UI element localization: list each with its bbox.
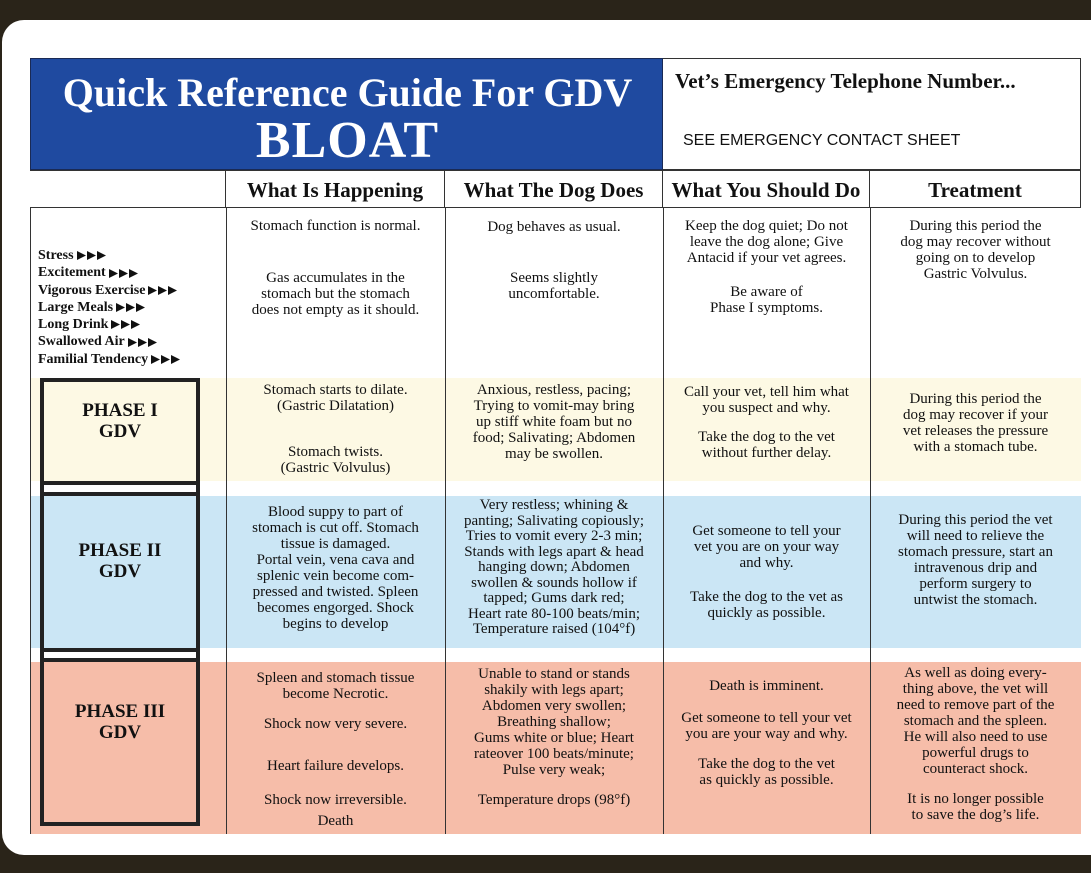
triple-arrow-icon [128, 338, 158, 347]
title-banner [30, 58, 663, 170]
normal-treatment: During this period the dog may recover without going on to develop Gastric Volvulus. [900, 218, 1051, 282]
phase2-label: PHASE II GDV [78, 540, 162, 582]
phase1-you-should-do: Call your vet, tell him what you suspect and why. Take the dog to the vet without further delay. [684, 384, 849, 461]
triple-arrow-icon [77, 251, 107, 260]
phase2-happening: Blood suppy to part of stomach is cut off. Stomach tissue is damaged. Portal vein, vena cava and splenic vein become com- pressed and twisted. Spleen becomes engorged. Shock begins to develop [252, 504, 419, 632]
phase3-you-should-do: Death is imminent. Get someone to tell your vet you are your way and why. Take the dog to the vet as quickly as possible. [681, 678, 852, 788]
header-happening: What Is Happening [226, 170, 445, 208]
guide-title: Quick Reference Guide For GDV [62, 70, 633, 115]
triple-arrow-icon [111, 320, 141, 329]
normal-happening: Stomach function is normal. Gas accumulates in the stomach but the stomach does not empty as it should. [250, 218, 421, 318]
risk-factor: Familial Tendency [38, 351, 181, 368]
phase1-label: PHASE I GDV [82, 400, 158, 442]
phase2-you-should-do: Get someone to tell your vet you are on your way and why. Take the dog to the vet as quickly as possible. [689, 523, 844, 621]
phase3-label: PHASE III GDV [74, 701, 166, 743]
phase1-treatment: During this period the dog may recover if your vet releases the pressure with a stomach tube. [902, 391, 1049, 455]
guide-subtitle: BLOAT [255, 112, 440, 169]
header-blank [30, 170, 226, 208]
vet-phone-value: SEE EMERGENCY CONTACT SHEET [683, 132, 961, 149]
risk-factor: Excitement [38, 264, 181, 281]
phase1-dog-does: Anxious, restless, pacing; Trying to vomit-may bring up stiff white foam but no food; Salivating; Abdomen may be swollen. [472, 382, 636, 462]
normal-you-should-do: Keep the dog quiet; Do not leave the dog alone; Give Antacid if your vet agrees. Be aware of Phase I symptoms. [685, 218, 848, 316]
vet-phone-label: Vet’s Emergency Telephone Number... [675, 69, 1016, 93]
phase1-happening: Stomach starts to dilate. (Gastric Dilatation) Stomach twists. (Gastric Volvulus) [263, 382, 408, 476]
risk-factor: Swallowed Air [38, 333, 181, 350]
phase-frame [40, 378, 200, 826]
header-you-should-do: What You Should Do [663, 170, 870, 208]
phase2-dog-does: Very restless; whining & panting; Salivating copiously; Tries to vomit every 2-3 min; Stands with legs apart & head hanging down; Abdomen swollen & sounds hollow if tapped; Gums dark red; Heart rate 80-100 beats/min; Temperature raised (104°f) [464, 497, 644, 637]
risk-factor-list [38, 247, 181, 368]
vet-phone-box [663, 58, 1081, 170]
phase3-treatment: As well as doing every- thing above, the vet will need to remove part of the stomach and the spleen. He will also need to use powerful drugs to counteract shock. It is no longer possible to save the dog’s life. [896, 665, 1055, 823]
triple-arrow-icon [148, 286, 178, 295]
phase3-happening: Spleen and stomach tissue become Necrotic. Shock now very severe. Heart failure develops. Shock now irreversible. Death [256, 670, 415, 829]
header-treatment: Treatment [870, 170, 1081, 208]
triple-arrow-icon [116, 303, 146, 312]
triple-arrow-icon [109, 269, 139, 278]
phase2-treatment: During this period the vet will need to relieve the stomach pressure, start an intravenous drip and perform surgery to untwist the stomach. [898, 512, 1053, 608]
risk-factor: Vigorous Exercise [38, 282, 181, 299]
triple-arrow-icon [151, 355, 181, 364]
risk-factor: Large Meals [38, 299, 181, 316]
risk-factor: Long Drink [38, 316, 181, 333]
phase3-dog-does: Unable to stand or stands shakily with legs apart; Abdomen very swollen; Breathing shallow; Gums white or blue; Heart rateover 100 beats/minute; Pulse very weak; Temperature drops (98°f) [474, 666, 634, 808]
header-dog-does: What The Dog Does [445, 170, 663, 208]
risk-factor: Stress [38, 247, 181, 264]
normal-dog-does: Dog behaves as usual. Seems slightly uncomfortable. [487, 219, 621, 302]
